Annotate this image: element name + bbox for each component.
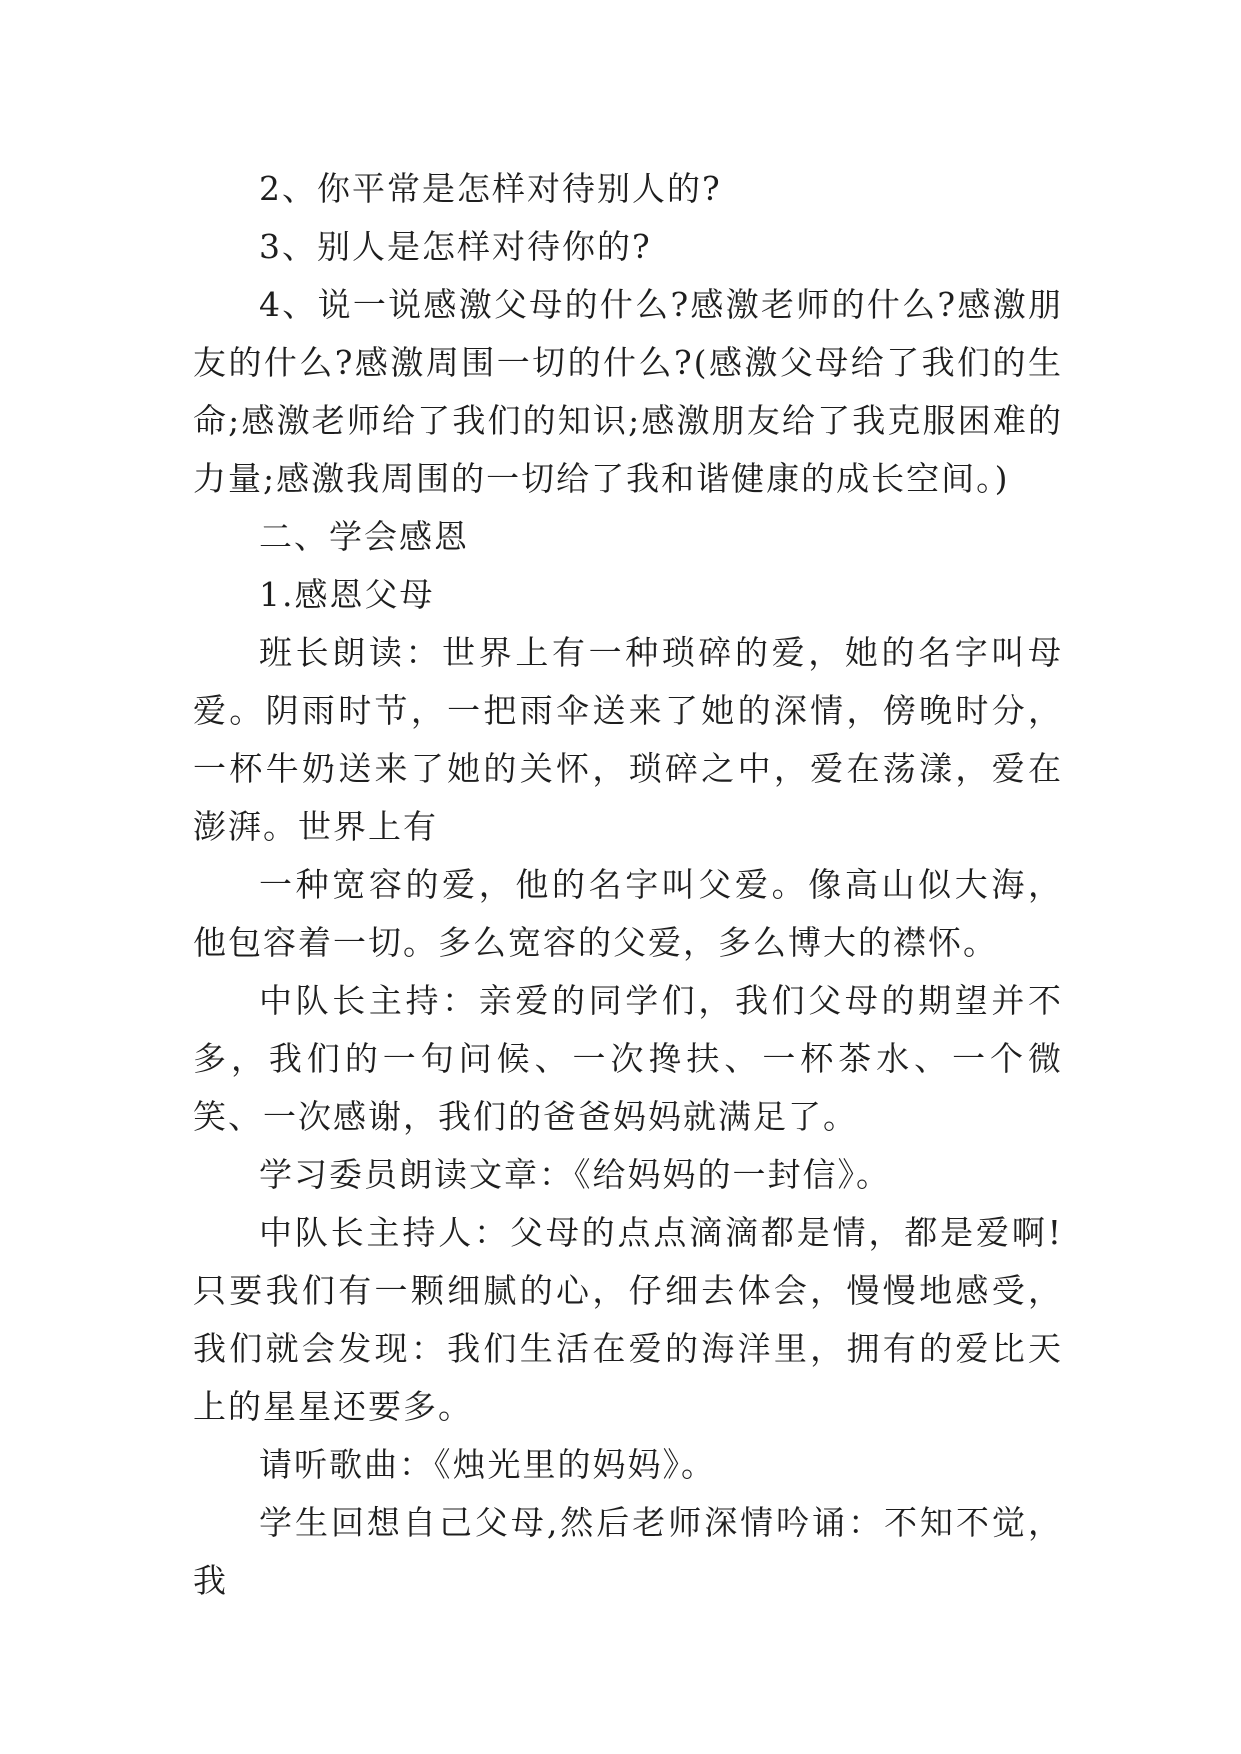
paragraph-host-closing: 中队长主持人：父母的点点滴滴都是情，都是爱啊!只要我们有一颗细腻的心，仔细去体会，慢慢地感受，我们就会发现：我们生活在爱的海洋里，拥有的爱比天上的星星还要多。 (193, 1213, 1063, 1426)
document-body (193, 160, 1063, 1610)
paragraph-monitor-reading: 班长朗读：世界上有一种琐碎的爱，她的名字叫母爱。阴雨时节，一把雨伞送来了她的深情，傍晚时分，一杯牛奶送来了她的关怀，琐碎之中，爱在荡漾，爱在澎湃。世界上有 (193, 633, 1063, 846)
paragraph-letter-reading: 学习委员朗读文章：《给妈妈的一封信》。 (259, 1155, 891, 1194)
paragraph-recitation: 学生回想自己父母,然后老师深情吟诵：不知不觉，我 (193, 1503, 1063, 1600)
subsection-heading-thank-parents: 1.感恩父母 (259, 575, 435, 614)
paragraph-host-remarks: 中队长主持：亲爱的同学们，我们父母的期望并不多，我们的一句问候、一次搀扶、一杯茶水、一个微笑、一次感谢，我们的爸爸妈妈就满足了。 (193, 981, 1063, 1136)
section-heading-learn-gratitude: 二、学会感恩 (259, 517, 469, 556)
paragraph-song: 请听歌曲：《烛光里的妈妈》。 (259, 1445, 716, 1484)
paragraph-q3: 3、别人是怎样对待你的? (259, 227, 652, 266)
paragraph-q4: 4、说一说感激父母的什么?感激老师的什么?感激朋友的什么?感激周围一切的什么?(感激父母给了我们的生命;感激老师给了我们的知识;感激朋友给了我克服困难的力量;感激我周围的一切给了我和谐健康的成长空间。) (193, 285, 1063, 498)
paragraph-q2: 2、你平常是怎样对待别人的? (259, 169, 722, 208)
paragraph-father-love: 一种宽容的爱，他的名字叫父爱。像高山似大海，他包容着一切。多么宽容的父爱，多么博大的襟怀。 (193, 865, 1063, 962)
